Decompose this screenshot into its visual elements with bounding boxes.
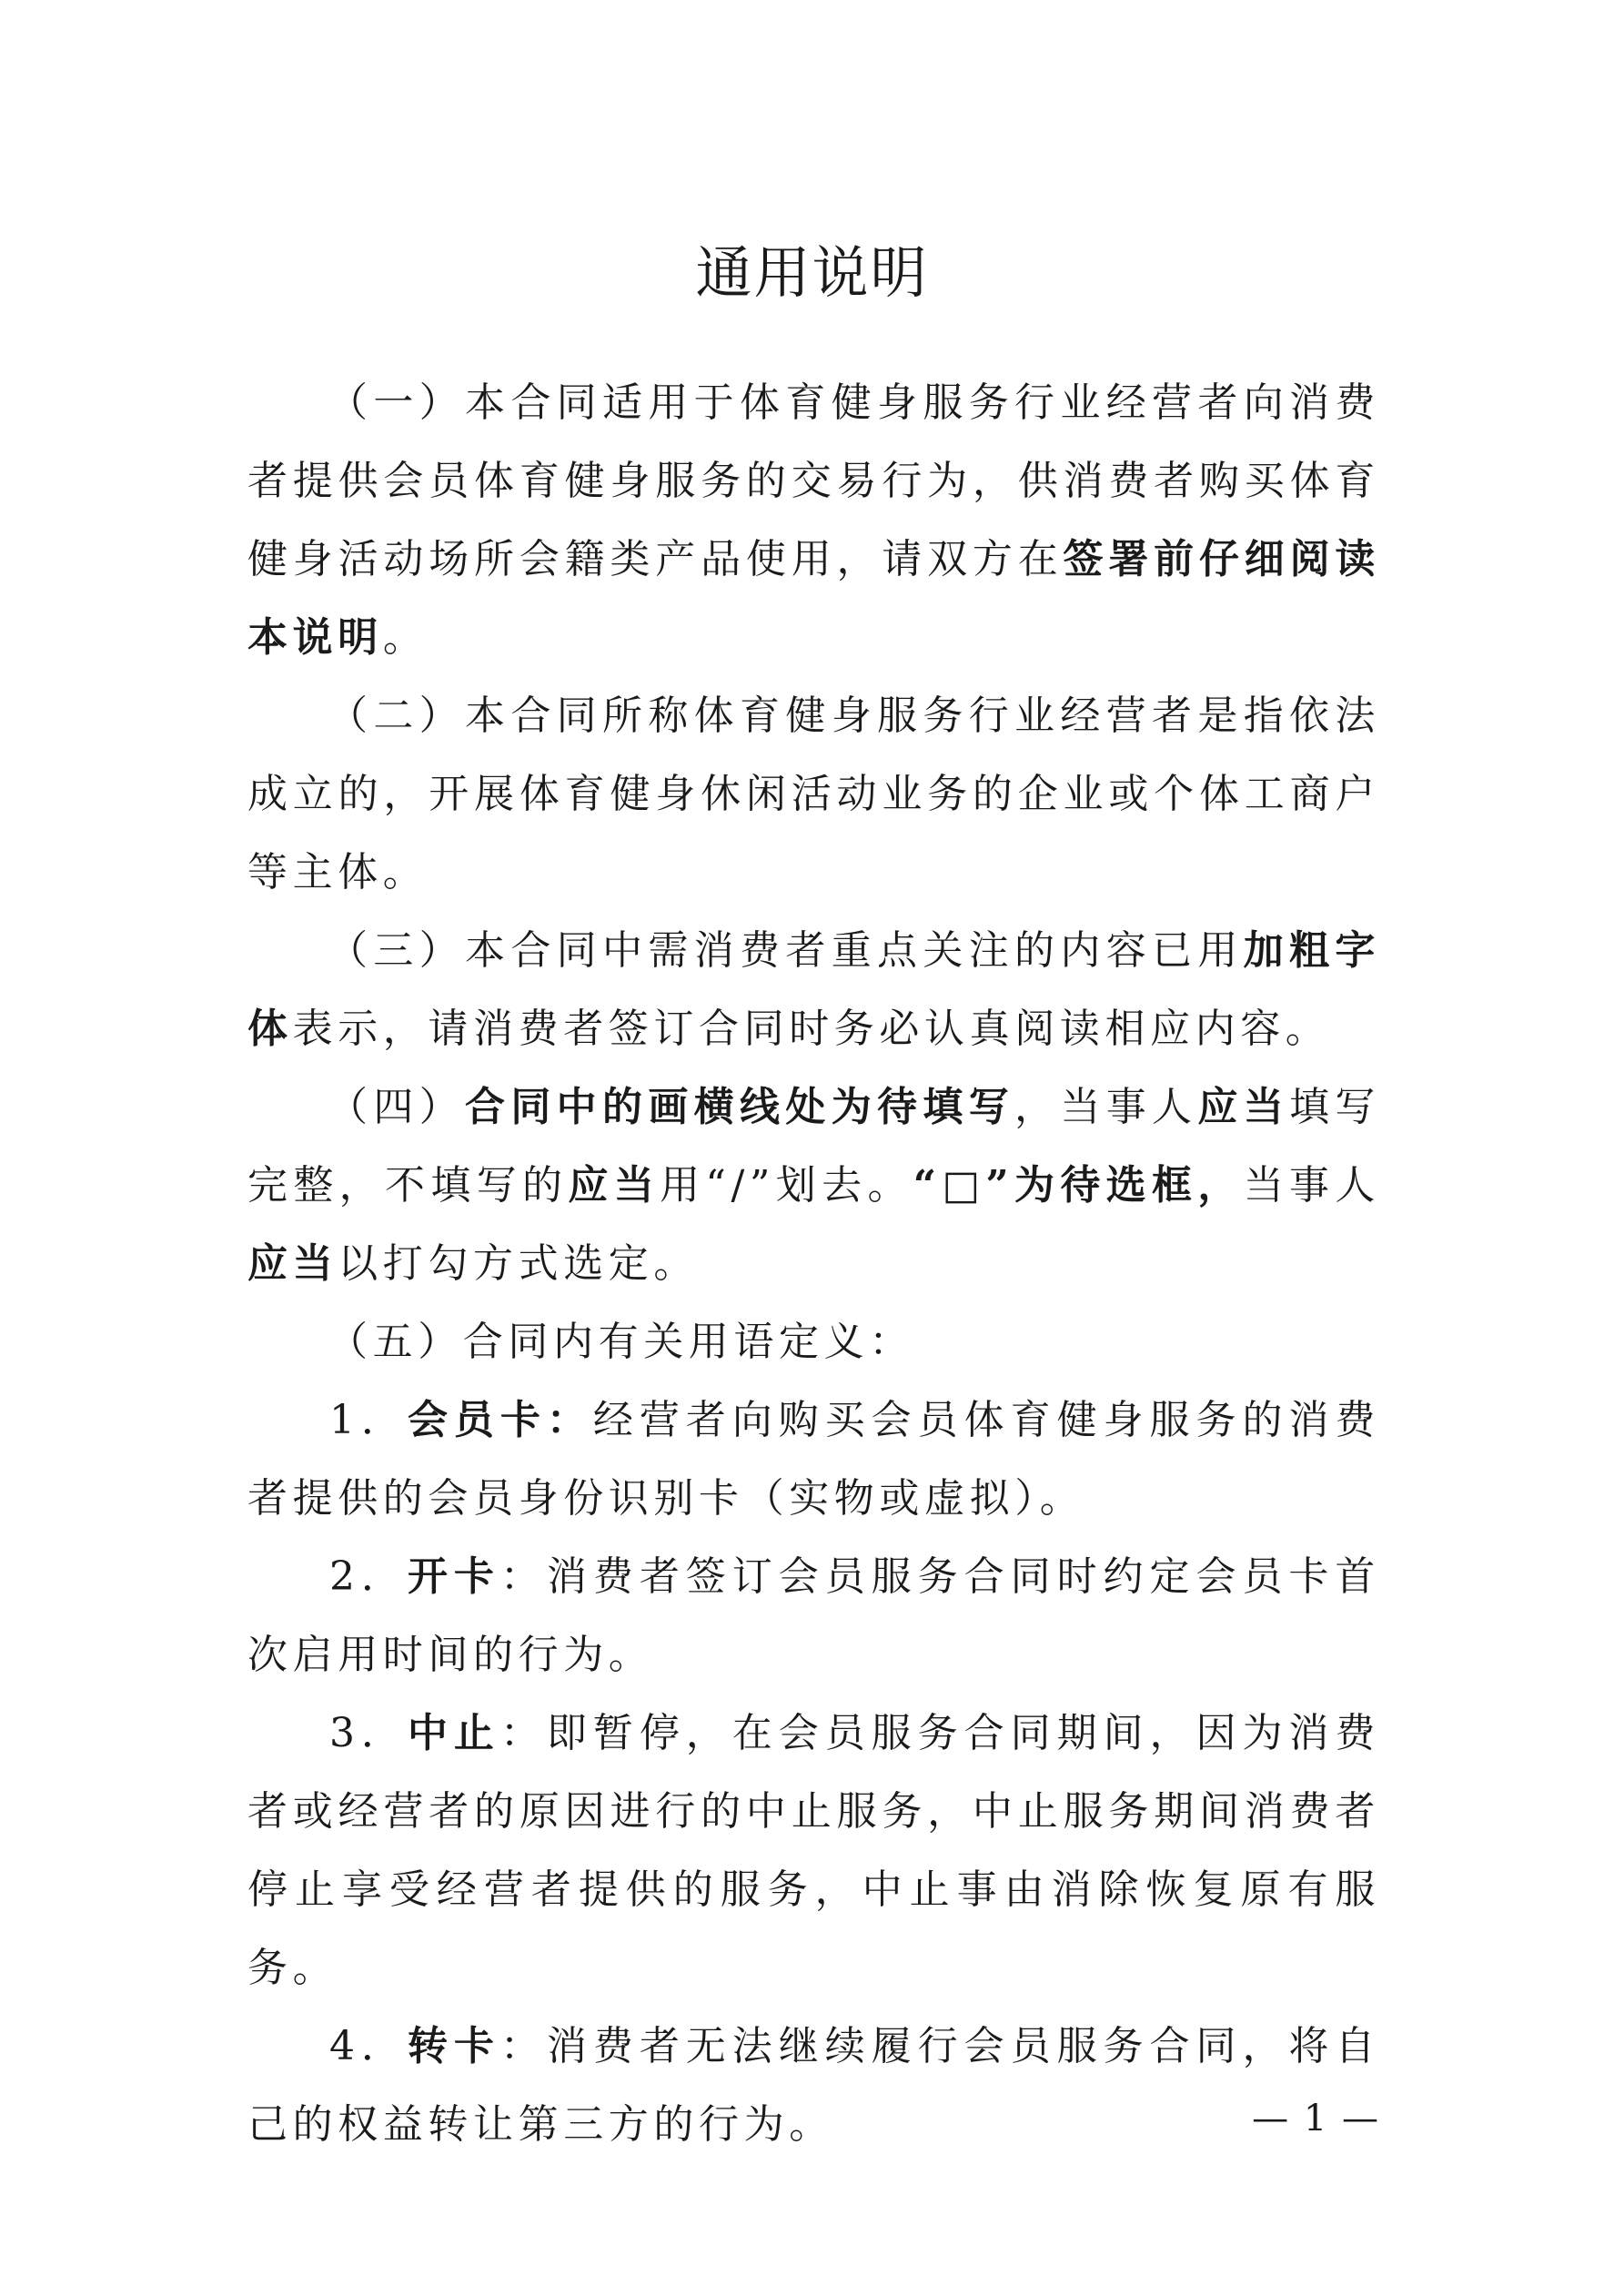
definition-number: 1． [329,1397,408,1443]
paragraph-4-part-i: 当事人 [1243,1162,1380,1209]
document-body [247,364,1380,2164]
paragraph-4 [247,1068,1380,1303]
definition-term: 会员卡： [407,1397,593,1443]
definition-text: ：即暂停，在会员服务合同期间，因为消费者或经营者的原因进行的中止服务，中止服务期间消费者停止享受经营者提供的服务，中止事由消除恢复原有服务。 [247,1710,1381,1991]
page-title: 通用说明 [695,238,929,306]
paragraph-1-bold: 签署前仔细阅读本说明 [247,536,1380,661]
definition-term: 开卡 [407,1553,500,1600]
paragraph-4-part-g: 用“/”划去。 [660,1162,913,1209]
page-number: — 1 — [1252,2098,1380,2139]
definition-item [247,1694,1380,2008]
definition-item [247,1538,1380,1694]
paragraph-1-end: 。 [382,614,429,661]
paragraph-3-end: 表示，请消费者签订合同时务必认真阅读相应内容。 [292,1006,1331,1052]
paragraph-4-part-a: （四） [328,1084,466,1130]
paragraph-3-text: （三）本合同中需消费者重点关注的内容已用 [328,927,1244,974]
paragraph-5 [247,1303,1380,1381]
paragraph-4-part-e: 填写完整，不填写的 [247,1084,1380,1209]
paragraph-3 [247,912,1380,1068]
definition-text: ：消费者无法继续履行会员服务合同，将自己的权益转让第三方的行为。 [247,2023,1381,2148]
definition-item [247,2008,1380,2164]
paragraph-2 [247,677,1380,912]
paragraph-3-bold: 加粗字体 [247,927,1380,1052]
paragraph-4-bold-a: 合同中的画横线处为待填写 [465,1084,1015,1130]
paragraph-1 [247,364,1380,677]
definition-term: 中止 [407,1710,500,1756]
definition-number: 2． [329,1553,408,1600]
definition-text: 经营者向购买会员体育健身服务的消费者提供的会员身份识别卡（实物或虚拟）。 [247,1397,1380,1522]
paragraph-4-part-c: ，当事人 [1014,1084,1198,1130]
paragraph-4-bold-f: 应当 [568,1162,661,1209]
paragraph-4-bold-h: “□”为待选框， [913,1162,1244,1209]
definition-text: ：消费者签订会员服务合同时约定会员卡首次启用时间的行为。 [247,1553,1381,1678]
paragraph-5-text: （五）合同内有关用语定义： [328,1319,914,1365]
paragraph-1-text: （一）本合同适用于体育健身服务行业经营者向消费者提供会员体育健身服务的交易行为，供消费者购买体育健身活动场所会籍类产品使用，请双方在 [247,379,1380,582]
definition-number: 4． [329,2023,408,2069]
paragraph-2-text: （二）本合同所称体育健身服务行业经营者是指依法成立的，开展体育健身休闲活动业务的企业或个体工商户等主体。 [247,693,1380,895]
definition-term: 转卡 [407,2023,500,2069]
definition-item [247,1381,1380,1538]
paragraph-4-part-k: 以打勾方式选定。 [338,1240,700,1287]
paragraph-4-bold-d: 应当 [1197,1084,1290,1130]
paragraph-4-bold-j: 应当 [247,1240,338,1287]
definition-number: 3． [329,1710,408,1756]
